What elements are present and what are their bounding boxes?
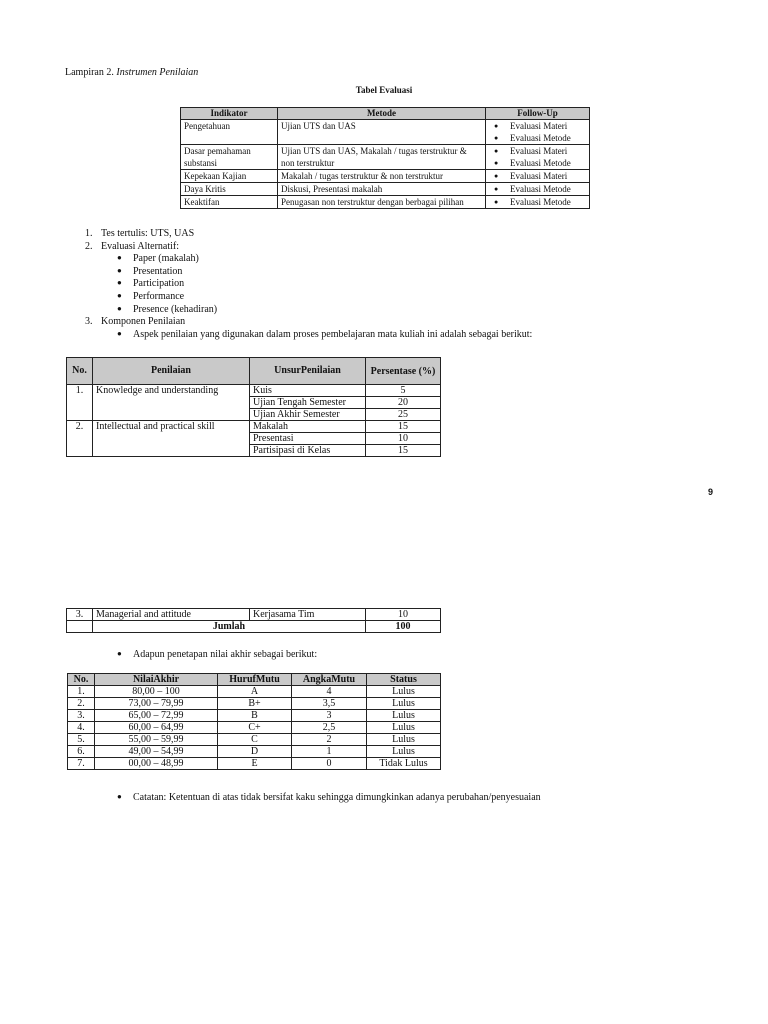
catatan-paragraph: ● Catatan: Ketentuan di atas tidak bersifat kaku sehingga dimungkinkan adanya perubahan/penyesuaian (117, 792, 541, 803)
metode-cell: Diskusi, Presentasi makalah (278, 182, 486, 195)
huruf-cell: C (218, 734, 292, 746)
list-item: ● Evaluasi Metode (489, 196, 586, 208)
unsur-cell: Ujian Akhir Semester (250, 409, 366, 421)
status-cell: Lulus (367, 710, 441, 722)
table-row (68, 698, 441, 710)
no-cell: 3. (67, 609, 93, 621)
persen-cell: 25 (366, 409, 441, 421)
no-cell: 1. (67, 385, 93, 421)
list-item-text: Paper (makalah) (133, 253, 199, 265)
persen-cell: 10 (366, 609, 441, 621)
table-row (181, 119, 590, 144)
status-cell: Lulus (367, 746, 441, 758)
catatan-text: Catatan: Ketentuan di atas tidak bersifat kaku sehingga dimungkinkan adanya perubahan/penyesuaian (133, 792, 541, 803)
list-item-text: Presence (kehadiran) (133, 303, 218, 315)
eval-table-header (181, 108, 590, 120)
list-item: 2. Evaluasi Alternatif: (85, 240, 180, 252)
no-cell: 2. (68, 698, 95, 710)
component-table-continued (66, 608, 441, 633)
status-cell: Lulus (367, 722, 441, 734)
table-row (67, 421, 441, 433)
angka-cell: 3,5 (292, 698, 367, 710)
list-item-text: Performance (133, 290, 185, 302)
lampiran-heading (65, 67, 198, 79)
metode-cell: Ujian UTS dan UAS (278, 119, 486, 144)
nilai-cell: 80,00 – 100 (95, 686, 218, 698)
huruf-cell: B+ (218, 698, 292, 710)
persen-cell: 20 (366, 397, 441, 409)
no-cell: 1. (68, 686, 95, 698)
total-label: Jumlah (93, 621, 366, 633)
list-item: ● Evaluasi Materi (489, 170, 586, 182)
list-item-text: Participation (133, 278, 185, 290)
col-header: AngkaMutu (292, 674, 367, 686)
angka-cell: 2,5 (292, 722, 367, 734)
sub-list-item: ● Aspek penilaian yang digunakan dalam proses pembelajaran mata kuliah ini adalah sebagai berikut: (117, 328, 533, 340)
grade-table-header (68, 674, 441, 686)
persen-cell: 15 (366, 421, 441, 433)
col-header: Metode (278, 108, 486, 120)
table-row (68, 710, 441, 722)
list-item-text: Presentation (133, 265, 183, 277)
no-cell: 7. (68, 758, 95, 770)
angka-cell: 0 (292, 758, 367, 770)
angka-cell: 3 (292, 710, 367, 722)
table-row (67, 385, 441, 397)
no-cell: 6. (68, 746, 95, 758)
col-header: No. (67, 358, 93, 385)
nilai-cell: 60,00 – 64,99 (95, 722, 218, 734)
nilai-cell: 73,00 – 79,99 (95, 698, 218, 710)
list-item: 3. Komponen Penilaian (85, 316, 186, 328)
table-row (181, 195, 590, 208)
col-header: Indikator (181, 108, 278, 120)
nilai-cell: 00,00 – 48,99 (95, 758, 218, 770)
component-table-header (67, 358, 441, 385)
persen-cell: 10 (366, 433, 441, 445)
status-cell: Lulus (367, 698, 441, 710)
list-item-text: Tes tertulis: UTS, UAS (101, 228, 195, 239)
nilai-cell: 65,00 – 72,99 (95, 710, 218, 722)
indikator-cell: Pengetahuan (181, 119, 278, 144)
total-value: 100 (366, 621, 441, 633)
indikator-cell: Daya Kritis (181, 182, 278, 195)
heading-prefix: Lampiran 2. (65, 67, 114, 78)
nilai-cell: 55,00 – 59,99 (95, 734, 218, 746)
list-item: ● Evaluasi Materi (489, 120, 586, 132)
penilaian-cell: Managerial and attitude (93, 609, 250, 621)
huruf-cell: C+ (218, 722, 292, 734)
sub-list-item: ● Performance (117, 290, 185, 302)
unsur-cell: Kuis (250, 385, 366, 397)
table-row (68, 746, 441, 758)
persen-cell: 5 (366, 385, 441, 397)
col-header: Penilaian (93, 358, 250, 385)
col-header: HurufMutu (218, 674, 292, 686)
huruf-cell: B (218, 710, 292, 722)
list-item: ● Evaluasi Metode (489, 183, 586, 195)
table-row (68, 758, 441, 770)
list-item-text: Aspek penilaian yang digunakan dalam proses pembelajaran mata kuliah ini adalah sebagai berikut: (133, 328, 533, 340)
table-row (181, 144, 590, 169)
followup-cell (486, 182, 590, 195)
col-header: UnsurPenilaian (250, 358, 366, 385)
sub-list-item: ● Presentation (117, 265, 183, 277)
sub-list-item: ● Participation (117, 278, 185, 290)
unsur-cell: Presentasi (250, 433, 366, 445)
unsur-cell: Ujian Tengah Semester (250, 397, 366, 409)
component-table (66, 357, 441, 457)
sub-list-item: ● Presence (kehadiran) (117, 303, 218, 315)
table-row (67, 609, 441, 621)
angka-cell: 1 (292, 746, 367, 758)
no-cell: 4. (68, 722, 95, 734)
evaluation-list (85, 228, 685, 341)
huruf-cell: E (218, 758, 292, 770)
status-cell: Lulus (367, 686, 441, 698)
list-item-text: Evaluasi Alternatif: (101, 240, 180, 252)
followup-cell (486, 119, 590, 144)
status-cell: Lulus (367, 734, 441, 746)
empty-cell (67, 621, 93, 633)
no-cell: 2. (67, 421, 93, 457)
list-item: ● Evaluasi Metode (489, 157, 586, 169)
adapun-paragraph: ● Adapun penetapan nilai akhir sebagai berikut: (117, 649, 318, 660)
unsur-cell: Partisipasi di Kelas (250, 445, 366, 457)
eval-table (180, 107, 590, 209)
followup-cell (486, 144, 590, 169)
unsur-cell: Makalah (250, 421, 366, 433)
list-item: ● Evaluasi Metode (489, 132, 586, 144)
grade-table (67, 673, 441, 770)
list-item: ● Evaluasi Materi (489, 145, 586, 157)
followup-cell (486, 195, 590, 208)
angka-cell: 2 (292, 734, 367, 746)
sub-list-item: ● Paper (makalah) (117, 253, 199, 265)
col-header: Persentase (%) (366, 358, 441, 385)
page-number: 9 (708, 487, 714, 497)
list-item: 1. Tes tertulis: UTS, UAS (85, 228, 195, 239)
metode-cell: Ujian UTS dan UAS, Makalah / tugas terstruktur & non terstruktur (278, 144, 486, 169)
table-row (68, 722, 441, 734)
total-row (67, 621, 441, 633)
unsur-cell: Kerjasama Tim (250, 609, 366, 621)
metode-cell: Penugasan non terstruktur dengan berbagai pilihan (278, 195, 486, 208)
col-header: NilaiAkhir (95, 674, 218, 686)
col-header: No. (68, 674, 95, 686)
penilaian-cell: Intellectual and practical skill (93, 421, 250, 457)
table-row (181, 169, 590, 182)
col-header: Follow-Up (486, 108, 590, 120)
nilai-cell: 49,00 – 54,99 (95, 746, 218, 758)
table-row (68, 734, 441, 746)
huruf-cell: A (218, 686, 292, 698)
eval-table-title: Tabel Evaluasi (355, 85, 413, 95)
penilaian-cell: Knowledge and understanding (93, 385, 250, 421)
list-item-text: Komponen Penilaian (101, 316, 186, 328)
heading-title: Instrumen Penilaian (116, 67, 199, 78)
table-row (181, 182, 590, 195)
persen-cell: 15 (366, 445, 441, 457)
status-cell: Tidak Lulus (367, 758, 441, 770)
indikator-cell: Keaktifan (181, 195, 278, 208)
no-cell: 5. (68, 734, 95, 746)
adapun-text: Adapun penetapan nilai akhir sebagai berikut: (133, 649, 318, 660)
metode-cell: Makalah / tugas terstruktur & non terstruktur (278, 169, 486, 182)
table-row (68, 686, 441, 698)
indikator-cell: Dasar pemahaman substansi (181, 144, 278, 169)
indikator-cell: Kepekaan Kajian (181, 169, 278, 182)
huruf-cell: D (218, 746, 292, 758)
followup-cell (486, 169, 590, 182)
col-header: Status (367, 674, 441, 686)
angka-cell: 4 (292, 686, 367, 698)
no-cell: 3. (68, 710, 95, 722)
